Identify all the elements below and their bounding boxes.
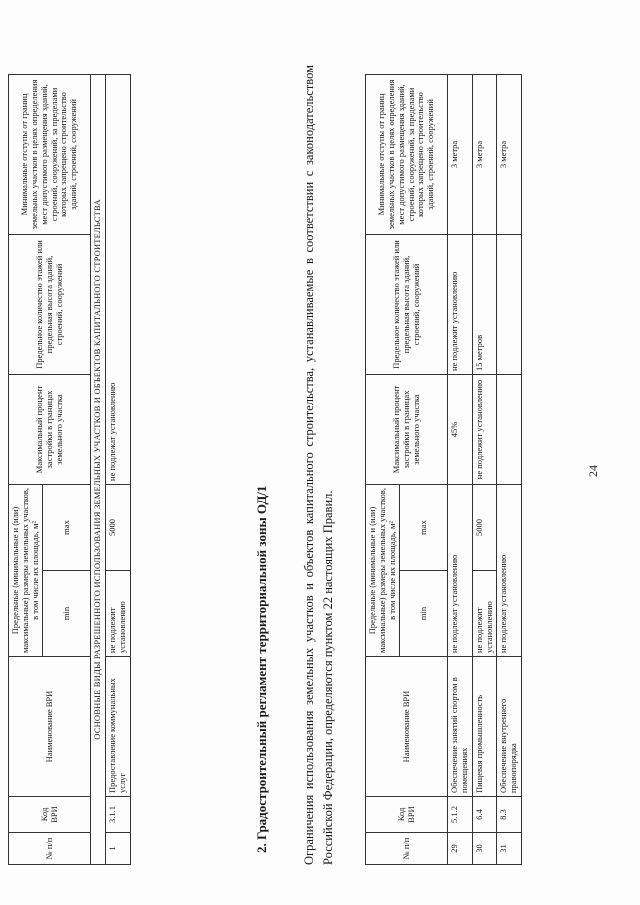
cell-max: 5000 [472, 484, 497, 570]
cell-floors: 15 метров [472, 234, 497, 374]
col-max: max [400, 484, 448, 570]
cell-floors: не подлежит установлению [448, 234, 473, 374]
col-min: min [43, 571, 91, 657]
col-setback: Минимальные отступы от границ земельных участков в целях определения мест допустимого размещения зданий, строений, сооружений, за пределами которых запрещено строительство зданий, строений, сооружений [9, 74, 91, 234]
cell-rest: не подлежат установлению [106, 74, 131, 484]
col-setback: Минимальные отступы от границ земельных участков в целях определения мест допустимого размещения зданий, строений, сооружений, за пределами которых запрещено строительство зданий, строений, сооружений [366, 74, 448, 234]
cell-min: не подлежит установлению [472, 571, 497, 657]
col-code: Код ВРИ [366, 797, 448, 833]
col-sizes: Предельные (минимальные и (или) максимальные) размеры земельных участков, в том числе их площадь, м² [9, 484, 43, 656]
section-title: ОСНОВНЫЕ ВИДЫ РАЗРЕШЕННОГО ИСПОЛЬЗОВАНИЯ ЗЕМЕЛЬНЫХ УЧАСТКОВ И ОБЪЕКТОВ КАПИТАЛЬНОГО СТРОИТЕЛЬСТВА [91, 74, 106, 864]
table-row [448, 74, 473, 864]
col-floors: Предельное количество этажей или предельная высота зданий, строений, сооружений [366, 234, 448, 374]
cell-setback: 3 метра [472, 74, 497, 234]
table-header-row [366, 74, 400, 864]
page-number: 24 [586, 465, 600, 477]
col-min: min [400, 571, 448, 657]
cell-num: 31 [497, 833, 522, 865]
cell-percent [497, 374, 522, 484]
col-code: Код ВРИ [9, 797, 91, 833]
cell-code: 8.3 [497, 797, 522, 833]
cell-name: Пищевая промышленность [472, 657, 497, 797]
cell-num: 30 [472, 833, 497, 865]
cell-percent: не подлежит установлению [472, 374, 497, 484]
cell-name: Обеспечение внутреннего правопорядка [497, 657, 522, 797]
cell-percent: 45% [448, 374, 473, 484]
cell-setback: 3 метра [497, 74, 522, 234]
cell-sizes: не подлежат установлению [497, 484, 522, 656]
cell-num: 29 [448, 833, 473, 865]
cell-code: 6.4 [472, 797, 497, 833]
col-num: № п/п [9, 833, 91, 865]
cell-sizes: не подлежат установлению [448, 484, 473, 656]
col-name: Наименование ВРИ [9, 657, 91, 797]
cell-code: 3.1.1 [106, 797, 131, 833]
table-zone-od1 [8, 74, 131, 865]
col-floors: Предельное количество этажей или предельная высота зданий, строений, сооружений [9, 234, 91, 374]
col-sizes: Предельные (минимальные и (или) максимальные) размеры земельных участков, в том числе их площадь, м² [366, 484, 400, 656]
col-name: Наименование ВРИ [366, 657, 448, 797]
section-heading: 2. Градостроительный регламент территориальной зоны ОД/1 [254, 485, 269, 853]
col-percent: Максимальный процент застройки в границах земельного участка [366, 374, 448, 484]
table-continuation [365, 74, 522, 865]
table-row [106, 74, 131, 864]
cell-name: Обеспечение занятий спортом в помещениях [448, 657, 473, 797]
cell-name: Предоставление коммунальных услуг [106, 657, 131, 797]
col-num: № п/п [366, 833, 448, 865]
table-header-row [9, 74, 43, 864]
restrictions-paragraph: Ограничения использования земельных участков и объектов капитального строительства, устанавливаемые в соответствии с законодательством Российской Федерации, определяются пунктом 22 настоящих Правил. [302, 65, 335, 865]
table-row [472, 74, 497, 864]
col-max: max [43, 484, 91, 570]
cell-max: 5000 [106, 484, 131, 570]
cell-setback: 3 метра [448, 74, 473, 234]
cell-min: не подлежит установлению [106, 571, 131, 657]
cell-floors [497, 234, 522, 374]
section-title-row [91, 74, 106, 864]
cell-code: 5.1.2 [448, 797, 473, 833]
cell-num: 1 [106, 833, 131, 865]
col-percent: Максимальный процент застройки в границах земельного участка [9, 374, 91, 484]
table-row [497, 74, 522, 864]
